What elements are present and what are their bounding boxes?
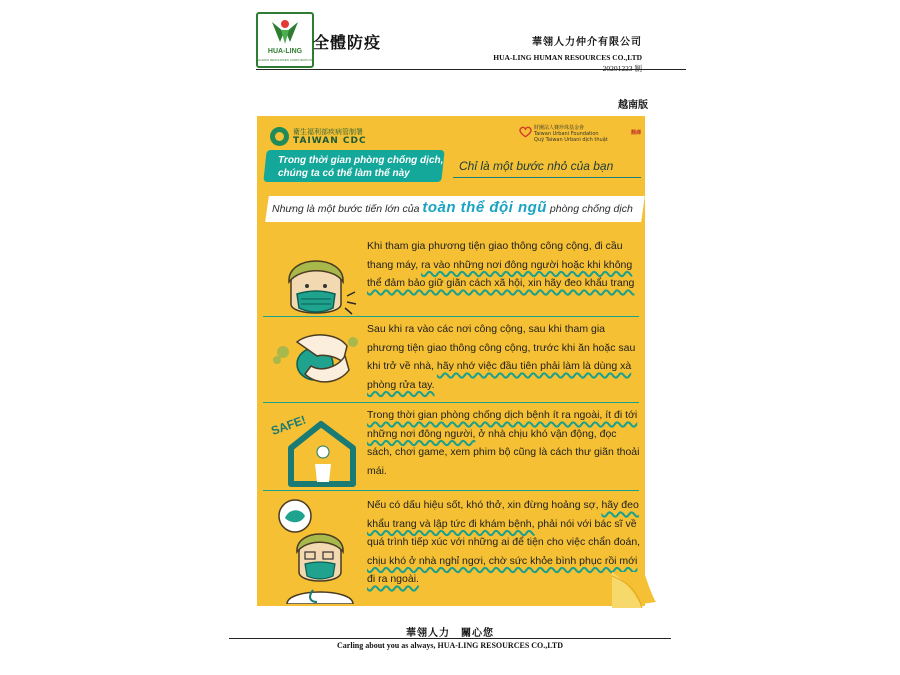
logo-subtext: HUMAN RESOURCES CORPORATION (258, 58, 312, 62)
item-1-text (367, 237, 641, 293)
heading-line-2: chúng ta có thể làm thế này (278, 168, 410, 179)
poster (257, 116, 645, 606)
edition-label: 越南版 (618, 100, 648, 111)
heading-text (278, 154, 448, 180)
heading-line-1: Trong thời gian phòng chống dịch, (278, 155, 444, 166)
translator-line-2: Taiwan Urbani Foundation (534, 131, 599, 137)
item-4-text-a: Nếu có dấu hiệu sốt, khó thở, xin đừng hoảng sợ, (367, 499, 602, 511)
item-2-text (367, 320, 641, 394)
item-3-text-b: ở nhà chịu khó vận động, đọc sách, chơi game, xem phim bộ cũng là cách thư giãn thoải mái. (367, 427, 640, 477)
item-1-text-a: Khi tham gia phương tiện giao thông công cộng, đi cầu thang máy, (367, 240, 623, 271)
item-4-text-b: phải nói với bác sĩ về quá trình tiếp xúc với những ai để tiện cho việc chẩn đoán, (367, 517, 641, 548)
translator-line-1: 財團法人賽珍珠基金會 (534, 125, 585, 131)
page-title: 全體防疫 (313, 33, 382, 52)
logo-text: HUA-LING (267, 48, 303, 55)
company-name-en: HUA-LING HUMAN RESOURCES CO.,LTD (493, 53, 642, 62)
slogan-highlight: toàn thể đội ngũ (422, 199, 547, 216)
document-number: 20201223 制 (602, 64, 642, 73)
cdc-name-cn: 衛生福利部疾病管制署 (293, 128, 363, 136)
slogan-part-c: phòng chống dịch (546, 203, 633, 215)
masked-person-icon (257, 242, 367, 322)
logo-figure-icon (258, 14, 312, 48)
slogan-part-a: Nhưng là một bước tiến lớn của (272, 203, 423, 215)
company-logo (256, 12, 314, 68)
company-name-cn: 華翎人力仲介有限公司 (532, 37, 642, 48)
heart-icon (519, 126, 532, 138)
translator-tag: 翻譯 (630, 130, 641, 136)
item-2-highlight: hãy nhớ việc đầu tiên phải làm là dùng xà phòng rửa tay. (367, 360, 632, 391)
company-info (493, 33, 642, 74)
row-divider (263, 402, 639, 403)
row-divider (263, 316, 639, 317)
doctor-icon (257, 494, 367, 604)
slogan-text (272, 199, 633, 216)
safe-home-icon (257, 408, 367, 488)
row-divider (263, 490, 639, 491)
item-3-highlight: Trong thời gian phòng chống dịch bệnh ít ra ngoài, ít đi tới những nơi đông người, (367, 409, 638, 440)
item-4-highlight-2: chịu khó ở nhà nghỉ ngơi, chờ sức khỏe bình phục rồi mới đi ra ngoài. (367, 554, 638, 585)
footer-divider (229, 638, 671, 639)
item-4-highlight: hãy đeo khẩu trang và lập tức đi khám bệnh, (367, 499, 639, 530)
header-divider (256, 69, 686, 70)
safe-label: SAFE! (269, 412, 308, 438)
footer-tagline-cn: 華翎人力 關心您 (406, 628, 494, 639)
item-1-highlight: ra vào những nơi đông người hoặc khi không thể đảm bảo giữ giãn cách xã hội, xin hãy đeo khẩu trang (367, 258, 635, 289)
cdc-emblem-icon (270, 127, 289, 146)
footer-tagline-en: Carling about you as always, HUA-LING RESOURCES CO.,LTD (337, 641, 563, 650)
handwashing-icon (257, 322, 367, 398)
item-4-text (367, 496, 641, 589)
translator-line-3: Quỹ Taiwan Urbani dịch thuật (534, 137, 608, 143)
cdc-name-en: TAIWAN CDC (293, 136, 367, 146)
subtitle: Chỉ là một bước nhỏ của bạn (459, 159, 614, 173)
item-3-text (367, 406, 641, 480)
item-2-text-a: Sau khi ra vào các nơi công cộng, sau khi tham gia phương tiện giao thông công cộng, trước khi ăn hoặc sau khi trở về nhà, (367, 323, 636, 372)
page-curl-icon (612, 572, 656, 608)
subtitle-underline (453, 177, 641, 178)
